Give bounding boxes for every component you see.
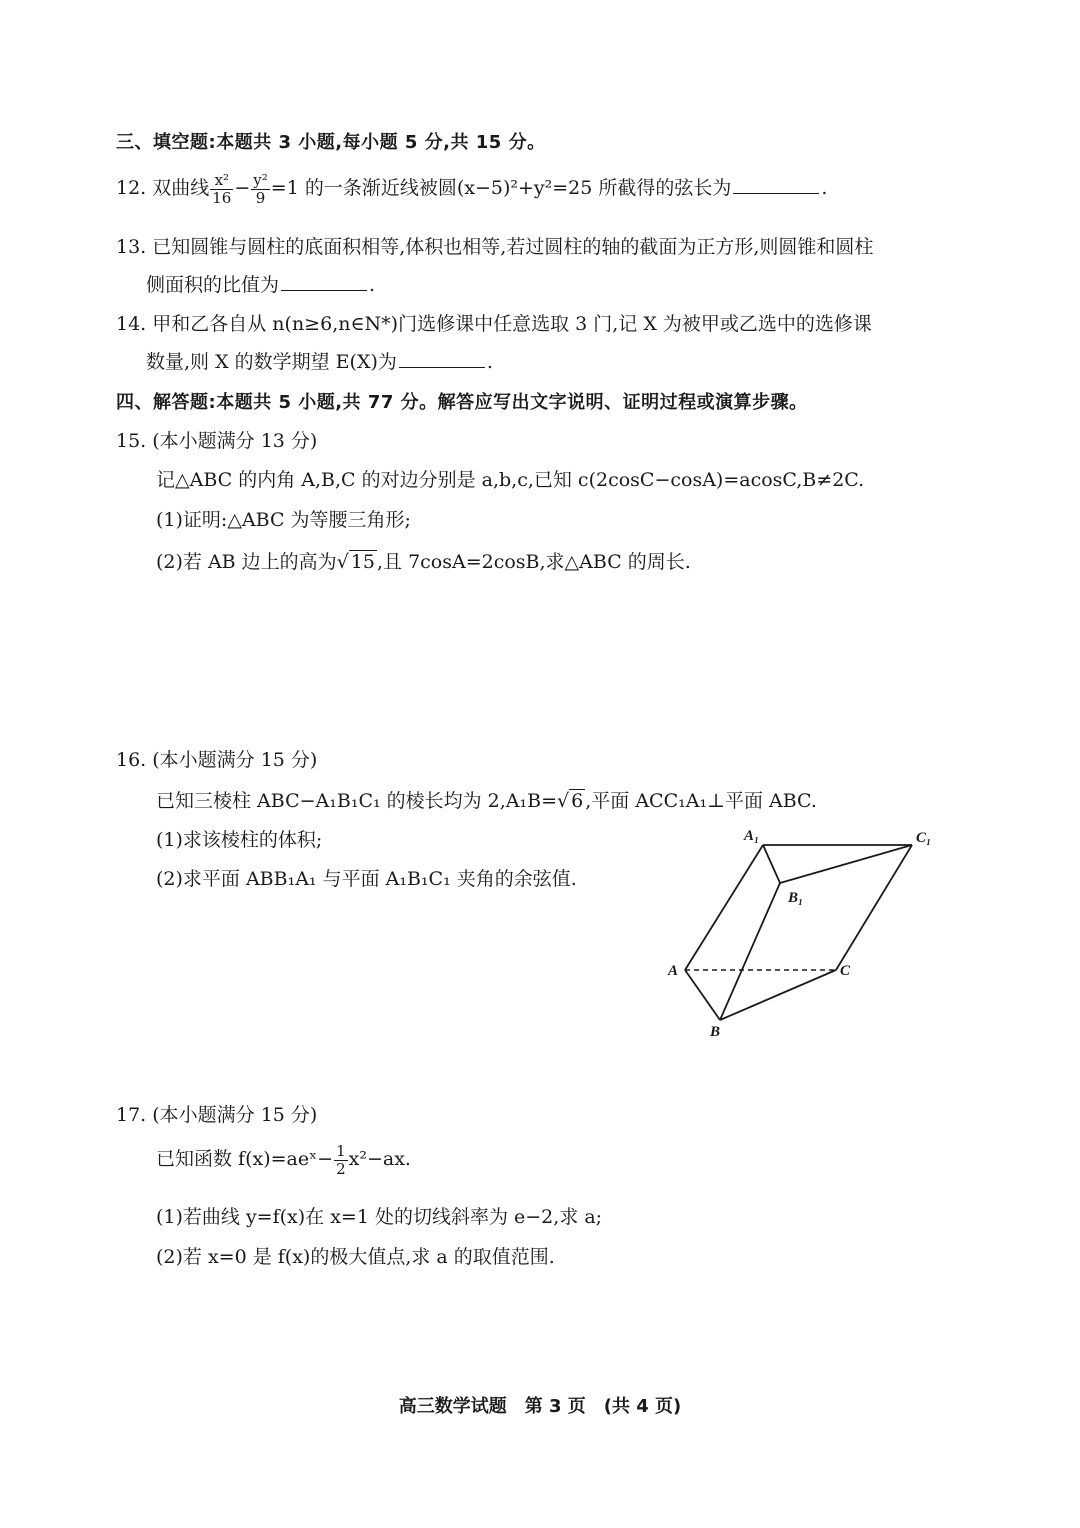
q16-part1: (1)求该棱柱的体积; (156, 829, 323, 851)
q17-frac-numerator: 1 (336, 1142, 346, 1160)
q12-answer-blank[interactable] (733, 192, 819, 194)
q15-part2: (2)若 AB 边上的高为√ 15 ,且 7cosA=2cosB,求△ABC 的周长. (156, 551, 691, 573)
q12-minus: − (234, 177, 251, 199)
question-14-line2 (146, 347, 493, 374)
q12-frac1-denominator: 16 (212, 188, 232, 207)
label-b: B (710, 1024, 721, 1040)
label-a1: A₁ (744, 828, 760, 844)
q12-suffix: =1 的一条渐近线被圆(x−5)²+y²=25 所截得的弦长为 (270, 177, 732, 199)
edge-b1-b (720, 883, 780, 1020)
q16-stem-text-a: 已知三棱柱 ABC−A₁B₁C₁ 的棱长均为 2,A₁B= (156, 790, 558, 812)
q17-fraction (334, 1143, 348, 1177)
q15-part2-text-b: ,且 7cosA=2cosB,求△ABC 的周长. (376, 551, 691, 573)
q16-stem: 已知三棱柱 ABC−A₁B₁C₁ 的棱长均为 2,A₁B=√ 6 ,平面 ACC₁A₁⊥平面 ABC. (156, 790, 817, 812)
q14-answer-blank[interactable] (399, 366, 485, 368)
label-c1: C₁ (916, 830, 932, 846)
label-c: C (840, 963, 851, 979)
q15-part2-text-a: (2)若 AB 边上的高为 (156, 551, 337, 573)
question-13-line2 (146, 270, 375, 297)
q16-sqrt-value: 6 (571, 790, 584, 812)
q17-title: 17. (本小题满分 15 分) (116, 1104, 318, 1126)
q12-prefix: 12. 双曲线 (116, 177, 210, 199)
q13-answer-blank[interactable] (281, 289, 367, 291)
q16-stem-text-b: ,平面 ACC₁A₁⊥平面 ABC. (585, 790, 817, 812)
q15-sqrt-value: 15 (350, 551, 375, 573)
q12-frac2-denominator: 9 (255, 188, 266, 207)
edge-b-c (720, 970, 836, 1020)
q12-fraction-x (210, 172, 233, 206)
section4-heading: 四、解答题:本题共 5 小题,共 77 分。解答应写出文字说明、证明过程或演算步骤。 (116, 392, 808, 413)
edge-a1-b1 (763, 845, 780, 883)
q17-frac-denominator: 2 (336, 1159, 346, 1178)
page-footer: 高三数学试题 第 3 页 (共 4 页) (398, 1396, 682, 1417)
question-13-line1: 13. 已知圆锥与圆柱的底面积相等,体积也相等,若过圆柱的轴的截面为正方形,则圆锥和圆柱 (116, 236, 874, 258)
q16-part2: (2)求平面 ABB₁A₁ 与平面 A₁B₁C₁ 夹角的余弦值. (156, 868, 577, 890)
q15-stem: 记△ABC 的内角 A,B,C 的对边分别是 a,b,c,已知 c(2cosC−cosA)=acosC,B≠2C. (156, 469, 865, 491)
q17-part2: (2)若 x=0 是 f(x)的极大值点,求 a 的取值范围. (156, 1246, 555, 1268)
q17-part1: (1)若曲线 y=f(x)在 x=1 处的切线斜率为 e−2,求 a; (156, 1206, 603, 1228)
q12-end: . (821, 177, 828, 199)
q15-part1: (1)证明:△ABC 为等腰三角形; (156, 509, 411, 531)
q15-title: 15. (本小题满分 13 分) (116, 430, 318, 452)
q14-end: . (486, 351, 493, 373)
q12-fraction-y (251, 172, 270, 206)
prism-figure (660, 820, 960, 1040)
q12-frac1-numerator: x² (210, 172, 233, 190)
label-a: A (668, 963, 679, 979)
edge-a-b (685, 970, 720, 1020)
q17-stem-text-b: x²−ax. (348, 1148, 411, 1170)
q13-line2-text: 侧面积的比值为 (146, 274, 280, 296)
label-b1: B₁ (788, 890, 804, 906)
q12-frac2-numerator: y² (253, 171, 268, 189)
question-14-line1: 14. 甲和乙各自从 n(n≥6,n∈N*)门选修课中任意选取 3 门,记 X 为被甲或乙选中的选修课 (116, 313, 872, 335)
section3-heading: 三、填空题:本题共 3 小题,每小题 5 分,共 15 分。 (116, 132, 546, 153)
question-12 (116, 172, 827, 206)
edge-a1-a (685, 845, 763, 970)
q17-stem-text-a: 已知函数 f(x)=aeˣ− (156, 1148, 334, 1170)
q13-end: . (369, 274, 376, 296)
q17-stem (156, 1143, 411, 1177)
q16-title: 16. (本小题满分 15 分) (116, 749, 318, 771)
q14-line2-text: 数量,则 X 的数学期望 E(X)为 (146, 351, 397, 373)
